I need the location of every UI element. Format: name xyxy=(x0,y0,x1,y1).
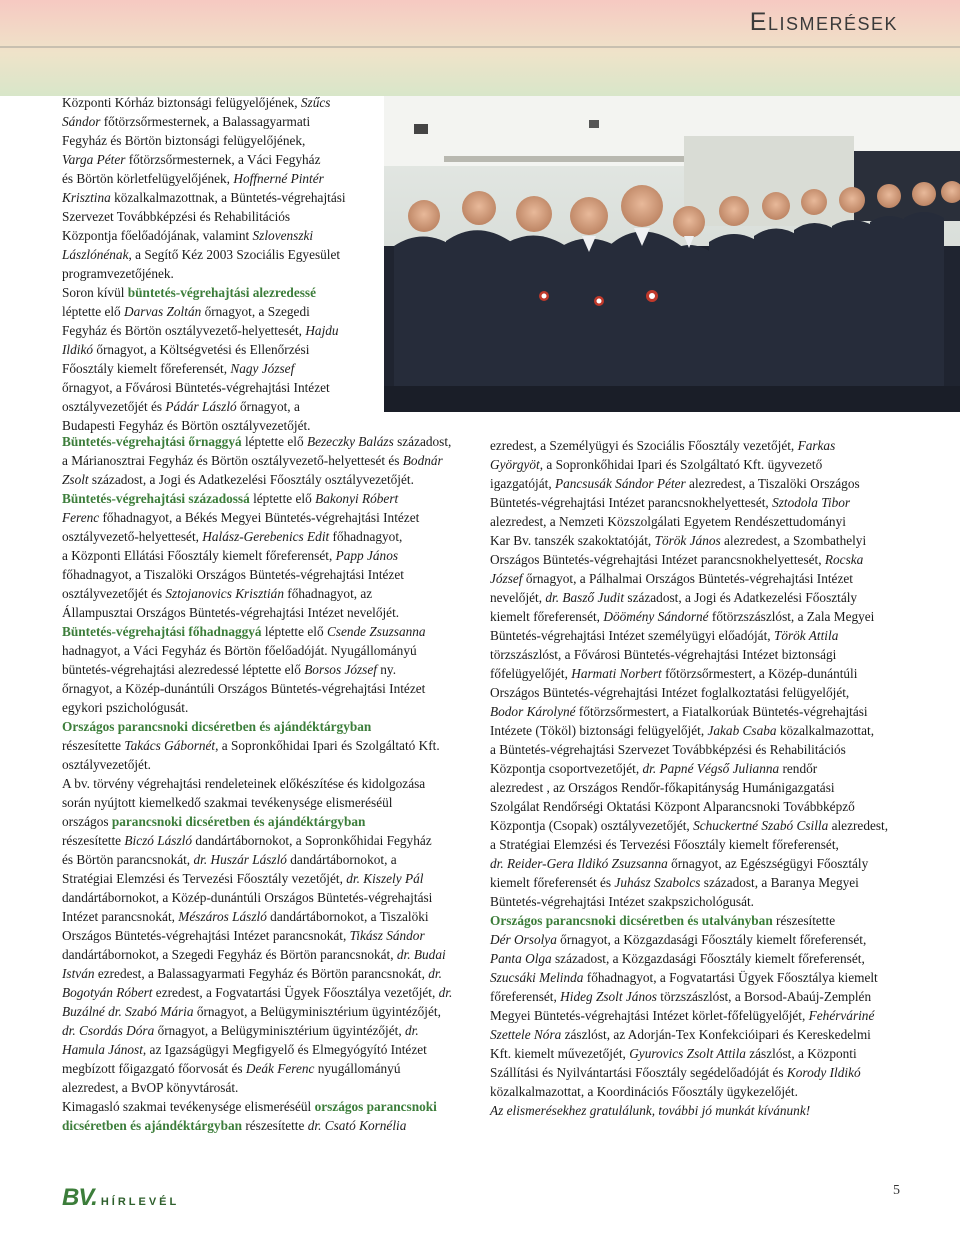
body-text: kiemelt főreferensét, xyxy=(490,609,604,624)
text-line xyxy=(62,1021,482,1040)
text-line xyxy=(490,759,902,778)
section-title: Elismerések xyxy=(749,8,898,36)
body-text: nyugállományú xyxy=(314,1061,401,1076)
body-text: ny. xyxy=(376,662,397,677)
text-line xyxy=(62,188,382,207)
name-text: Halász-Gerebenics Edit xyxy=(202,529,330,544)
body-text: kiemelt főreferensét és xyxy=(490,875,615,890)
page-number: 5 xyxy=(893,1183,900,1198)
body-text: Stratégiai Elemzési és Tervezési Főosztály vezetőjét, xyxy=(62,871,347,886)
text-line xyxy=(490,1044,902,1063)
body-text: Országos Büntetés-végrehajtási Intézet parancsnokát, xyxy=(62,928,350,943)
body-text: Országos Büntetés-végrehajtási Intézet foglalkoztatási felügyelőjét, xyxy=(490,685,850,700)
text-line xyxy=(490,816,902,835)
name-text: dr. xyxy=(405,1023,419,1038)
name-text: Harmati Norbert xyxy=(571,666,662,681)
text-line xyxy=(62,226,382,245)
text-line xyxy=(62,641,482,660)
text-line xyxy=(62,888,482,907)
body-text: részesítette xyxy=(242,1118,308,1133)
text-line xyxy=(490,911,902,930)
text-line xyxy=(490,854,902,873)
body-text: őrnagyot, a xyxy=(236,399,300,414)
body-text: főtörzsőrmesternek, a Balassagyarmati xyxy=(100,114,311,129)
body-text: dandártábornokot, a Szegedi Fegyház és Börtön parancsnokát, xyxy=(62,947,397,962)
body-text: főtörzszászlóst, a Zala Megyei xyxy=(708,609,875,624)
highlight-text: Büntetés-végrehajtási századossá xyxy=(62,491,250,506)
text-line xyxy=(62,527,482,546)
body-text: főhadnagyot, a Békés Megyei Büntetés-végrehajtási Intézet xyxy=(99,510,420,525)
body-text: igazgatóját, xyxy=(490,476,555,491)
name-text: Ildikó xyxy=(62,342,94,357)
text-line xyxy=(490,949,902,968)
body-text: ezredest, a Személyügyi és Szociális Főosztály vezetőjét, xyxy=(490,438,798,453)
text-line xyxy=(62,907,482,926)
body-text: őrnagyot, a Közgazdasági Főosztály kiemelt főreferensét, xyxy=(556,932,867,947)
body-text: Intézete (Tököl) biztonsági felügyelőjét, xyxy=(490,723,708,738)
name-text: Nagy József xyxy=(230,361,295,376)
name-text: Darvas Zoltán xyxy=(124,304,202,319)
body-text: századost, a Közgazdasági Főosztály kiemelt főreferensét, xyxy=(551,951,865,966)
text-line xyxy=(62,679,482,698)
text-line xyxy=(62,1059,482,1078)
text-line xyxy=(62,812,482,831)
name-text: dr. Csató Kornélia xyxy=(307,1118,407,1133)
text-line xyxy=(62,660,482,679)
name-text: Jakab Csaba xyxy=(707,723,777,738)
name-text: Mészáros László xyxy=(178,909,267,924)
body-text: őrnagyot, a Fővárosi Büntetés-végrehajtási Intézet xyxy=(62,380,330,395)
body-text: alezredest , az Országos Rendőr-főkapitányság Humánigazgatási xyxy=(490,780,835,795)
right-column-text xyxy=(490,436,902,1120)
body-text: Fegyház és Börtön osztályvezető-helyettesét, xyxy=(62,323,306,338)
text-line xyxy=(62,584,482,603)
name-text: Farkas xyxy=(797,438,836,453)
name-text: Juhász Szabolcs xyxy=(614,875,701,890)
body-text: zászlóst, az Adorján-Tex Konfekcióipari és Kereskedelmi xyxy=(561,1027,871,1042)
text-line xyxy=(62,546,482,565)
bv-hirlevel-logo xyxy=(62,1184,179,1212)
body-text: osztályvezető-helyettesét, xyxy=(62,529,203,544)
text-line xyxy=(62,983,482,1002)
text-line xyxy=(490,512,902,531)
body-text: századost, a Jogi és Adatkezelési Főosztály osztályvezetőjét. xyxy=(88,472,414,487)
highlight-text: Országos parancsnoki dicséretben és ajándéktárgyban xyxy=(62,719,372,734)
body-text: főhadnagyot, az xyxy=(283,586,373,601)
body-text: közalkalmazottat, a Koordinációs Főosztály ügykezelőjét. xyxy=(490,1084,798,1099)
body-text: alezredest, a BvOP könyvtárosát. xyxy=(62,1080,239,1095)
text-line xyxy=(490,1063,902,1082)
logo-hirlevel: HÍRLEVÉL xyxy=(100,1196,180,1208)
text-line xyxy=(62,926,482,945)
body-text: részesítette xyxy=(772,913,836,928)
body-text: rendőr xyxy=(779,761,818,776)
text-line xyxy=(62,774,482,793)
name-text: dr. Reider-Gera Ildikó Zsuzsanna xyxy=(490,856,668,871)
body-text: nevelőjét, xyxy=(490,590,546,605)
body-text: Büntetés-végrehajtási Intézet szakpszichológusát. xyxy=(490,894,754,909)
name-text: Pádár László xyxy=(165,399,237,414)
text-line xyxy=(490,474,902,493)
body-text: dandártábornokot, a xyxy=(286,852,397,867)
name-text: Panta Olga xyxy=(490,951,552,966)
body-text: a Központi Ellátási Főosztály kiemelt főreferensét, xyxy=(62,548,336,563)
body-text: Kimagasló szakmai tevékenysége elismeréséül xyxy=(62,1099,315,1114)
name-text: Dér Orsolya xyxy=(490,932,557,947)
text-line xyxy=(62,1002,482,1021)
body-text: őrnagyot, a Pálhalmai Országos Büntetés-végrehajtási Intézet xyxy=(522,571,853,586)
body-text: Intézet parancsnokát, xyxy=(62,909,179,924)
text-line xyxy=(62,1116,482,1135)
header-rule xyxy=(0,46,960,48)
text-line xyxy=(490,588,902,607)
highlight-text: büntetés-végrehajtási alezredessé xyxy=(127,285,316,300)
body-text: törzszászlóst, a Borsod-Abaúj-Zemplén xyxy=(656,989,872,1004)
text-line xyxy=(490,531,902,550)
body-text: Központja (Csopak) osztályvezetőjét, xyxy=(490,818,694,833)
name-text: Bodnár xyxy=(402,453,443,468)
text-line xyxy=(490,740,902,759)
name-text: Borsos József xyxy=(304,662,377,677)
body-text: őrnagyot, a Költségvetési és Ellenőrzési xyxy=(93,342,310,357)
text-line xyxy=(490,721,902,740)
name-text: József xyxy=(490,571,523,586)
name-text: Gyurovics Zsolt Attila xyxy=(629,1046,746,1061)
name-text: Lászlónénak xyxy=(62,247,129,262)
body-text: hadnagyot, a Váci Fegyház és Börtön főelőadóját. Nyugállományú xyxy=(62,643,417,658)
text-line xyxy=(62,1078,482,1097)
text-line xyxy=(490,1082,902,1101)
body-text: törzszászlóst, a Fővárosi Büntetés-végrehajtási Intézet biztonsági xyxy=(490,647,837,662)
body-text: ezredest, a Fogvatartási Ügyek Főosztálya vezetőjét, xyxy=(152,985,439,1000)
text-line xyxy=(490,778,902,797)
name-text: Schuckertné Szabó Csilla xyxy=(693,818,829,833)
body-text: , a Segítő Kéz 2003 Szociális Egyesület xyxy=(128,247,341,262)
ceremony-audience-photo-icon xyxy=(384,96,960,412)
name-text: Hamula Jánost xyxy=(62,1042,143,1057)
text-line xyxy=(62,508,482,527)
body-text: léptette elő xyxy=(62,304,125,319)
body-text: országos xyxy=(62,814,112,829)
name-text: Az elismerésekhez gratulálunk, további jó munkát kívánunk! xyxy=(490,1103,811,1118)
body-text: büntetés-végrehajtási alezredessé léptette elő xyxy=(62,662,305,677)
name-text: Török János xyxy=(654,533,721,548)
text-line xyxy=(490,645,902,664)
body-text: közalkalmazottnak, a Büntetés-végrehajtási xyxy=(110,190,346,205)
body-text: ezredest, a Balassagyarmati Fegyház és Börtön parancsnokát, xyxy=(94,966,429,981)
name-text: Pancsusák Sándor Péter xyxy=(554,476,686,491)
text-line xyxy=(490,930,902,949)
text-line xyxy=(62,302,382,321)
body-text: osztályvezetőjét. xyxy=(62,757,151,772)
text-line xyxy=(490,436,902,455)
text-line xyxy=(62,793,482,812)
name-text: Sztodola Tibor xyxy=(772,495,851,510)
name-text: dr. xyxy=(438,985,453,1000)
body-text: századost, xyxy=(393,434,452,449)
text-line xyxy=(490,797,902,816)
name-text: Szűcs xyxy=(300,95,331,110)
text-line xyxy=(62,283,382,302)
body-text: programvezetőjének. xyxy=(62,266,174,281)
text-line xyxy=(62,736,482,755)
body-text: A bv. törvény végrehajtási rendeleteinek előkészítése és kidolgozása xyxy=(62,776,426,791)
highlight-text: Büntetés-végrehajtási főhadnaggyá xyxy=(62,624,262,639)
body-text: közalkalmazottat, xyxy=(776,723,875,738)
body-text: őrnagyot, a Belügyminisztérium ügyintézőjét, xyxy=(193,1004,441,1019)
body-text: , az Igazságügyi Megfigyelő és Elmegyógyító Intézet xyxy=(142,1042,427,1057)
body-text: egykori pszichológusát. xyxy=(62,700,189,715)
text-line xyxy=(62,831,482,850)
name-text: Fehérváriné xyxy=(808,1008,875,1023)
text-line xyxy=(490,1006,902,1025)
body-text: a Márianosztrai Fegyház és Börtön osztályvezető-helyettesét és xyxy=(62,453,403,468)
text-line xyxy=(490,873,902,892)
highlight-text: Országos parancsnoki dicséretben és utalványban xyxy=(490,913,773,928)
name-text: Varga Péter xyxy=(62,152,126,167)
body-text: léptette elő xyxy=(249,491,316,506)
text-line xyxy=(490,550,902,569)
body-text: a Stratégiai Elemzési és Tervezési Főosztály kiemelt főreferensét, xyxy=(490,837,839,852)
body-text: főfelügyelőjét, xyxy=(490,666,572,681)
text-line xyxy=(62,1040,482,1059)
text-line xyxy=(62,131,382,150)
body-text: léptette elő xyxy=(261,624,327,639)
name-text: Ferenc xyxy=(62,510,100,525)
logo-bv: BV. xyxy=(62,1184,97,1211)
text-line xyxy=(62,622,482,641)
body-text: Soron kívül xyxy=(62,285,128,300)
text-line xyxy=(490,835,902,854)
name-text: Takács Gábornét xyxy=(124,738,216,753)
body-text: dandártábornokot, a Közép-dunántúli Országos Büntetés-végrehajtási xyxy=(62,890,433,905)
name-text: Deák Ferenc xyxy=(245,1061,315,1076)
text-line xyxy=(490,626,902,645)
text-line xyxy=(490,1101,902,1120)
body-text: Központja csoportvezetőjét, xyxy=(490,761,643,776)
body-text: Szervezet Továbbképzési és Rehabilitációs xyxy=(62,209,291,224)
left-column-upper-text xyxy=(62,93,382,435)
name-text: Döömény Sándorné xyxy=(603,609,709,624)
body-text: Központja főelőadójának, valamint xyxy=(62,228,253,243)
text-line xyxy=(62,169,382,188)
body-text: részesítette xyxy=(62,738,125,753)
body-text: , a Sopronkőhidai Ipari és Szolgáltató Kft. ügyvezető xyxy=(539,457,823,472)
body-text: és Börtön körletfelügyelőjének, xyxy=(62,171,234,186)
body-text: osztályvezetőjét és xyxy=(62,399,166,414)
text-line xyxy=(490,493,902,512)
name-text: Korody Ildikó xyxy=(786,1065,861,1080)
left-column-main-text xyxy=(62,432,482,1135)
text-line xyxy=(62,945,482,964)
name-text: Sándor xyxy=(62,114,101,129)
body-text: léptette elő xyxy=(241,434,307,449)
body-text: Országos Büntetés-végrehajtási Intézet parancsnokhelyettesét, xyxy=(490,552,825,567)
body-text: a Büntetés-végrehajtási Szervezet Továbbképzési és Rehabilitációs xyxy=(490,742,846,757)
body-text: Szállítási és Nyilvántartási Főosztály segédelőadóját és xyxy=(490,1065,787,1080)
name-text: dr. Budai xyxy=(396,947,446,962)
name-text: Szlovenszki xyxy=(252,228,314,243)
body-text: alezredest, a Tiszalöki Országos xyxy=(685,476,860,491)
body-text: Büntetés-végrehajtási Intézet parancsnokhelyettesét, xyxy=(490,495,773,510)
text-line xyxy=(62,207,382,226)
body-text: Szolgálat Rendőrségi Oktatási Központ Alparancsnoki Továbbképző xyxy=(490,799,855,814)
name-text: Csende Zsuzsanna xyxy=(326,624,426,639)
body-text: őrnagyot, a Közép-dunántúli Országos Büntetés-végrehajtási Intézet xyxy=(62,681,426,696)
body-text: Főosztály kiemelt főreferensét, xyxy=(62,361,231,376)
name-text: Tikász Sándor xyxy=(349,928,425,943)
body-text: főhadnagyot, a Tiszalöki Országos Büntetés-végrehajtási Intézet xyxy=(62,567,404,582)
highlight-text: dicséretben és ajándéktárgyban xyxy=(62,1118,243,1133)
body-text: főhadnagyot, a Fogvatartási Ügyek Főosztálya kiemelt xyxy=(583,970,878,985)
body-text: zászlóst, a Központi xyxy=(745,1046,857,1061)
name-text: dr. Csordás Dóra xyxy=(62,1023,155,1038)
text-line xyxy=(490,1025,902,1044)
body-text: dandártábornokot, a Sopronkőhidai Fegyház xyxy=(192,833,432,848)
name-text: dr. Huszár László xyxy=(193,852,287,867)
highlight-text: Büntetés-végrehajtási őrnaggyá xyxy=(62,434,242,449)
text-line xyxy=(490,987,902,1006)
name-text: dr. xyxy=(428,966,442,981)
text-line xyxy=(62,432,482,451)
name-text: dr. Basző Judit xyxy=(545,590,625,605)
text-line xyxy=(490,569,902,588)
text-line xyxy=(490,607,902,626)
name-text: Bodor Károlyné xyxy=(490,704,576,719)
name-text: Biczó László xyxy=(124,833,192,848)
body-text: alezredest, xyxy=(828,818,889,833)
text-line xyxy=(490,702,902,721)
text-line xyxy=(62,850,482,869)
body-text: részesítette xyxy=(62,833,125,848)
text-line xyxy=(490,683,902,702)
body-text: őrnagyot, az Egészségügyi Főosztály xyxy=(667,856,869,871)
body-text: és Börtön parancsnokát, xyxy=(62,852,194,867)
name-text: Hajdu xyxy=(305,323,339,338)
text-line xyxy=(62,470,482,489)
text-line xyxy=(62,378,382,397)
body-text: Büntetés-végrehajtási Intézet személyügyi előadóját, xyxy=(490,628,774,643)
body-text: Kar Bv. tanszék szakoktatóját, xyxy=(490,533,655,548)
text-line xyxy=(62,565,482,584)
body-text: Fegyház és Börtön biztonsági felügyelőjének, xyxy=(62,133,306,148)
name-text: Krisztina xyxy=(62,190,111,205)
body-text: osztályvezetőjét és xyxy=(62,586,166,601)
text-line xyxy=(62,264,382,283)
body-text: során nyújtott kiemelkedő szakmai tevékenysége elismeréséül xyxy=(62,795,393,810)
body-text: századost, a Jogi és Adatkezelési Főosztály xyxy=(624,590,858,605)
name-text: Sztojanovics Krisztián xyxy=(165,586,284,601)
body-text: főtörzsőrmesternek, a Váci Fegyház xyxy=(125,152,321,167)
name-text: Rocska xyxy=(824,552,864,567)
text-line xyxy=(62,112,382,131)
body-text: századost, a Baranya Megyei xyxy=(700,875,859,890)
text-line xyxy=(62,755,482,774)
name-text: Bezeczky Balázs xyxy=(306,434,394,449)
body-text: megbízott főigazgató főorvosát és xyxy=(62,1061,246,1076)
name-text: dr. Kiszely Pál xyxy=(346,871,424,886)
ceremony-photo xyxy=(384,96,960,412)
text-line xyxy=(62,359,382,378)
text-line xyxy=(62,603,482,622)
highlight-text: parancsnoki dicséretben és ajándéktárgyban xyxy=(111,814,366,829)
text-line xyxy=(490,664,902,683)
text-line xyxy=(490,455,902,474)
name-text: Hoffnerné Pintér xyxy=(233,171,324,186)
text-line xyxy=(62,1097,482,1116)
name-text: István xyxy=(62,966,95,981)
text-line xyxy=(62,717,482,736)
text-line xyxy=(62,451,482,470)
text-line xyxy=(62,698,482,717)
body-text: főtörzsőrmestert, a Fiatalkorúak Büntetés-végrehajtási xyxy=(575,704,868,719)
body-text: főhadnagyot, xyxy=(329,529,403,544)
text-line xyxy=(62,489,482,508)
body-text: alezredest, a Nemzeti Közszolgálati Egyetem Rendészettudományi xyxy=(490,514,846,529)
text-line xyxy=(490,892,902,911)
body-text: főreferensét, xyxy=(490,989,561,1004)
body-text: őrnagyot, a Szegedi xyxy=(201,304,310,319)
name-text: dr. Papné Végső Julianna xyxy=(642,761,780,776)
text-line xyxy=(490,968,902,987)
body-text: Központi Kórház biztonsági felügyelőjének, xyxy=(62,95,301,110)
name-text: Hideg Zsolt János xyxy=(560,989,657,1004)
text-line xyxy=(62,321,382,340)
text-line xyxy=(62,397,382,416)
text-line xyxy=(62,869,482,888)
body-text: dandártábornokot, a Tiszalöki xyxy=(266,909,429,924)
name-text: Buzálné dr. Szabó Mária xyxy=(62,1004,194,1019)
name-text: Bogotyán Róbert xyxy=(62,985,153,1000)
name-text: Bakonyi Róbert xyxy=(315,491,399,506)
body-text: Kft. kiemelt művezetőjét, xyxy=(490,1046,630,1061)
name-text: Török Attila xyxy=(773,628,839,643)
name-text: Papp János xyxy=(335,548,399,563)
body-text: Megyei Büntetés-végrehajtási Intézet körlet-főfelügyelőjét, xyxy=(490,1008,809,1023)
highlight-text: országos parancsnoki xyxy=(314,1099,437,1114)
text-line xyxy=(62,964,482,983)
body-text: Állampusztai Országos Büntetés-végrehajtási Intézet nevelőjét. xyxy=(62,605,400,620)
text-line xyxy=(62,150,382,169)
body-text: , a Sopronkőhidai Ipari és Szolgáltató Kft. xyxy=(215,738,440,753)
text-line xyxy=(62,245,382,264)
body-text: őrnagyot, a Belügyminisztérium ügyintézőjét, xyxy=(154,1023,405,1038)
text-line xyxy=(62,93,382,112)
body-text: főtörzsőrmestert, a Közép-dunántúli xyxy=(661,666,858,681)
name-text: Szettele Nóra xyxy=(490,1027,562,1042)
body-text: Budapesti Fegyház és Börtön osztályvezetőjét. xyxy=(62,418,311,433)
name-text: Györgyöt xyxy=(490,457,540,472)
text-line xyxy=(62,340,382,359)
name-text: Szucsáki Melinda xyxy=(490,970,584,985)
name-text: Zsolt xyxy=(62,472,89,487)
body-text: alezredest, a Szombathelyi xyxy=(720,533,867,548)
